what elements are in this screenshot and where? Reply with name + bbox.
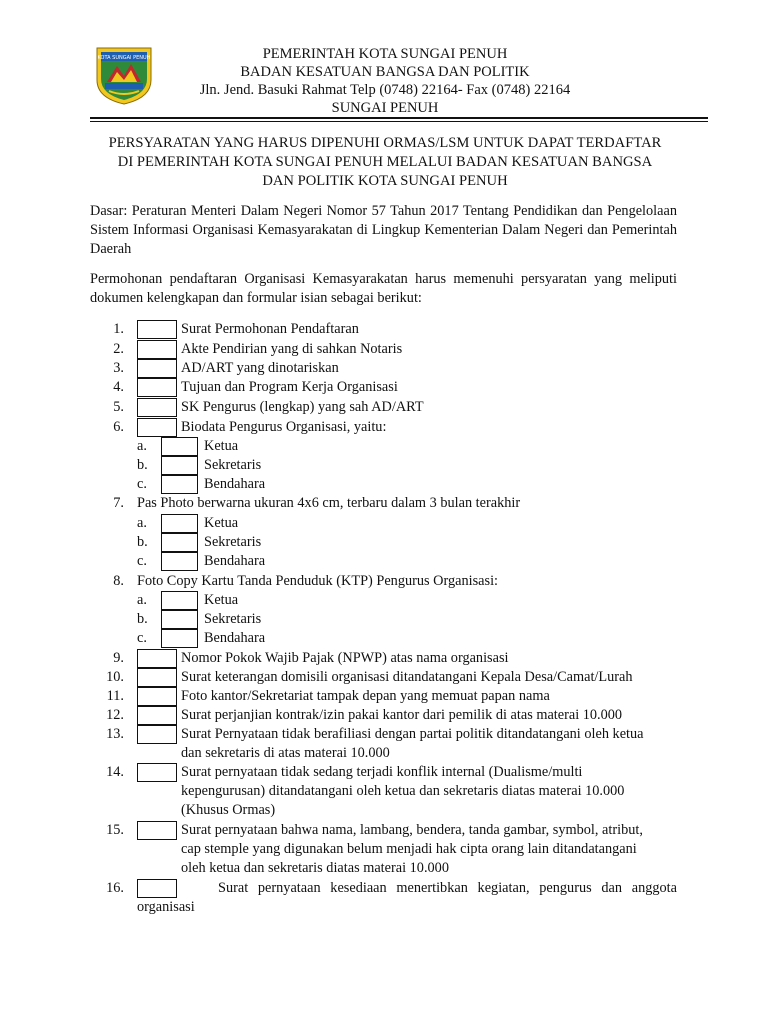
document-title-line-2: DI PEMERINTAH KOTA SUNGAI PENUH MELALUI BADAN KESATUAN BANGSA: [117, 154, 653, 170]
document-title-line-3: DAN POLITIK KOTA SUNGAI PENUH: [262, 173, 508, 189]
item-label-line: Surat Pernyataan tidak berafiliasi dengan partai politik ditandatangani oleh ketua: [181, 726, 644, 742]
item-label-line: Surat pernyataan tidak sedang terjadi konflik internal (Dualisme/multi: [181, 764, 583, 780]
sub-item-letter: c.: [137, 553, 147, 569]
item-checkbox[interactable]: [137, 649, 177, 668]
item-number: 11.: [106, 688, 124, 704]
sub-item-label: Sekretaris: [204, 534, 262, 550]
sub-item-letter: b.: [137, 611, 148, 627]
item-checkbox[interactable]: [137, 320, 177, 339]
sub-item-label: Bendahara: [204, 476, 266, 492]
item-checkbox[interactable]: [137, 359, 177, 378]
item-number: 6.: [113, 419, 124, 435]
item-label-line: cap stemple yang digunakan belum menjadi hak cipta orang lain ditandatangani: [181, 841, 637, 857]
sub-item-checkbox[interactable]: [161, 629, 198, 648]
sub-item-label: Ketua: [204, 515, 239, 531]
item-label: Foto Copy Kartu Tanda Penduduk (KTP) Pengurus Organisasi:: [137, 573, 499, 589]
item-number: 12.: [106, 707, 124, 723]
sub-item-checkbox[interactable]: [161, 533, 198, 552]
item-number: 7.: [113, 495, 124, 511]
item-checkbox[interactable]: [137, 398, 177, 417]
item-number: 10.: [106, 669, 124, 685]
item-label: Tujuan dan Program Kerja Organisasi: [181, 379, 398, 395]
sub-item-checkbox[interactable]: [161, 437, 198, 456]
item-label-line: (Khusus Ormas): [181, 802, 276, 818]
item-label-line: kepengurusan) ditandatangani oleh ketua dan sekretaris diatas materai 10.000: [181, 783, 625, 799]
item-label-line: dan sekretaris di atas materai 10.000: [181, 745, 390, 761]
item-number: 16.: [106, 880, 124, 896]
item-label: Nomor Pokok Wajib Pajak (NPWP) atas nama organisasi: [181, 650, 509, 666]
item-label-line: Surat pernyataan kesediaan menertibkan kegiatan, pengurus dan anggota: [218, 880, 677, 896]
sub-item-label: Bendahara: [204, 630, 266, 646]
item-checkbox[interactable]: [137, 418, 177, 437]
item-label: Biodata Pengurus Organisasi, yaitu:: [181, 419, 387, 435]
item-label: Surat perjanjian kontrak/izin pakai kantor dari pemilik di atas materai 10.000: [181, 707, 623, 723]
sub-item-letter: a.: [137, 592, 147, 608]
sub-item-checkbox[interactable]: [161, 610, 198, 629]
sub-item-checkbox[interactable]: [161, 552, 198, 571]
sub-item-label: Ketua: [204, 438, 239, 454]
item-label: Pas Photo berwarna ukuran 4x6 cm, terbaru dalam 3 bulan terakhir: [137, 495, 521, 511]
item-number: 2.: [113, 341, 124, 357]
header-divider-thick: [90, 117, 708, 119]
sub-item-checkbox[interactable]: [161, 514, 198, 533]
item-label-line: Surat pernyataan bahwa nama, lambang, bendera, tanda gambar, symbol, atribut,: [181, 822, 643, 838]
item-checkbox[interactable]: [137, 378, 177, 397]
item-number: 5.: [113, 399, 124, 415]
sub-item-checkbox[interactable]: [161, 591, 198, 610]
item-label-line: organisasi: [137, 899, 195, 915]
item-checkbox[interactable]: [137, 668, 177, 687]
item-checkbox[interactable]: [137, 821, 177, 840]
item-checkbox[interactable]: [137, 687, 177, 706]
header-government: PEMERINTAH KOTA SUNGAI PENUH: [262, 46, 508, 62]
sub-item-letter: c.: [137, 476, 147, 492]
item-number: 9.: [113, 650, 124, 666]
item-number: 3.: [113, 360, 124, 376]
item-label: Foto kantor/Sekretariat tampak depan yang memuat papan nama: [181, 688, 550, 704]
item-number: 8.: [113, 573, 124, 589]
item-number: 14.: [106, 764, 124, 780]
item-checkbox[interactable]: [137, 763, 177, 782]
item-checkbox[interactable]: [137, 725, 177, 744]
sub-item-letter: b.: [137, 457, 148, 473]
item-label: Surat Permohonan Pendaftaran: [181, 321, 359, 337]
header-agency: BADAN KESATUAN BANGSA DAN POLITIK: [240, 64, 530, 80]
item-number: 15.: [106, 822, 124, 838]
sub-item-letter: a.: [137, 438, 147, 454]
sub-item-label: Sekretaris: [204, 611, 262, 627]
sub-item-checkbox[interactable]: [161, 475, 198, 494]
header-divider-thin: [90, 121, 708, 122]
intro-paragraph: Permohonan pendaftaran Organisasi Kemasyarakatan harus memenuhi persyaratan yang meliputi dokumen kelengkapan dan formular isian sebagai berikut:: [90, 271, 677, 306]
item-number: 4.: [113, 379, 124, 395]
sub-item-label: Ketua: [204, 592, 239, 608]
sub-item-letter: b.: [137, 534, 148, 550]
item-checkbox[interactable]: [137, 879, 177, 898]
item-number: 1.: [113, 321, 124, 337]
document-title-line-1: PERSYARATAN YANG HARUS DIPENUHI ORMAS/LSM UNTUK DAPAT TERDAFTAR: [108, 135, 662, 151]
item-checkbox[interactable]: [137, 706, 177, 725]
sub-item-label: Bendahara: [204, 553, 266, 569]
city-emblem-logo: [93, 42, 155, 106]
item-number: 13.: [106, 726, 124, 742]
item-label: SK Pengurus (lengkap) yang sah AD/ART: [181, 399, 424, 415]
logo-text: KOTA SUNGAI PENUH: [97, 55, 151, 61]
item-label: AD/ART yang dinotariskan: [181, 360, 339, 376]
sub-item-label: Sekretaris: [204, 457, 262, 473]
legal-basis-paragraph: Dasar: Peraturan Menteri Dalam Negeri Nomor 57 Tahun 2017 Tentang Pendidikan dan Pengelolaan Sistem Informasi Organisasi Kemasyarakatan di Lingkup Kementerian Dalam Negeri dan Pemerintah Daerah: [90, 203, 677, 257]
header-address: Jln. Jend. Basuki Rahmat Telp (0748) 22164- Fax (0748) 22164: [199, 82, 571, 98]
item-label: Surat keterangan domisili organisasi ditandatangani Kepala Desa/Camat/Lurah: [181, 669, 633, 685]
sub-item-letter: c.: [137, 630, 147, 646]
item-label-line: oleh ketua dan sekretaris diatas materai 10.000: [181, 860, 449, 876]
header-city: SUNGAI PENUH: [331, 100, 439, 116]
item-checkbox[interactable]: [137, 340, 177, 359]
item-label: Akte Pendirian yang di sahkan Notaris: [181, 341, 403, 357]
sub-item-letter: a.: [137, 515, 147, 531]
sub-item-checkbox[interactable]: [161, 456, 198, 475]
